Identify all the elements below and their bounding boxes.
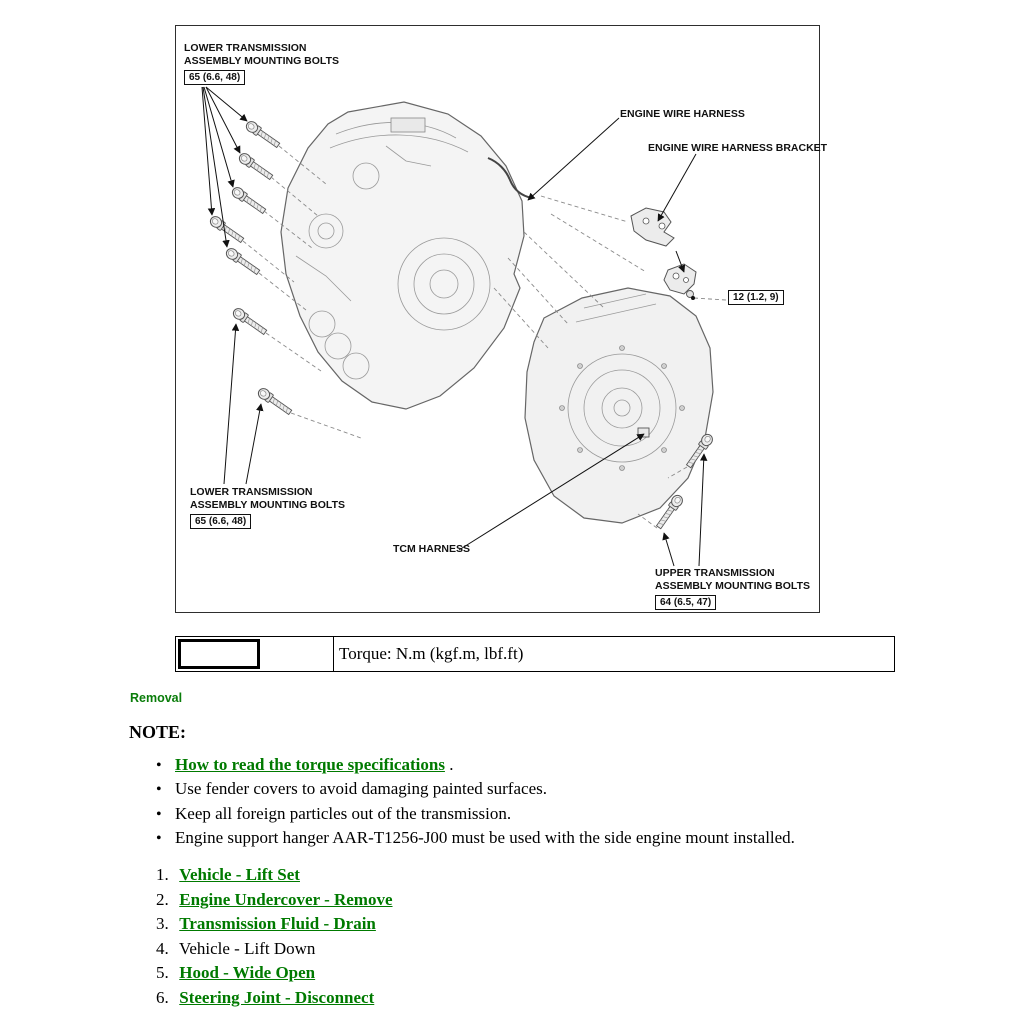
list-item bbox=[156, 779, 795, 803]
callout-lower-bolts-top bbox=[184, 42, 339, 67]
link-steering-joint-disconnect[interactable]: Steering Joint - Disconnect bbox=[179, 987, 375, 1007]
torque-value-box: 64 (6.5, 47) bbox=[655, 595, 716, 610]
step-vehicle-lift-down: Vehicle - Lift Down bbox=[178, 938, 316, 958]
procedure-step-list bbox=[156, 865, 393, 1013]
callout-upper-bolts bbox=[655, 567, 810, 592]
link-engine-undercover-remove[interactable]: Engine Undercover - Remove bbox=[179, 889, 393, 909]
callout-line: LOWER TRANSMISSION bbox=[184, 42, 307, 54]
section-heading-removal: Removal bbox=[130, 691, 183, 705]
torque-legend-text-cell bbox=[334, 637, 894, 671]
callout-line: ASSEMBLY MOUNTING BOLTS bbox=[655, 579, 810, 592]
procedure-step bbox=[156, 963, 393, 988]
step-number: 1. bbox=[156, 865, 169, 884]
bullet-icon: • bbox=[156, 757, 162, 774]
link-hood-wide-open[interactable]: Hood - Wide Open bbox=[179, 963, 316, 983]
list-item bbox=[156, 755, 795, 779]
step-number: 5. bbox=[156, 963, 169, 983]
note-text: Keep all foreign particles out of the transmission. bbox=[175, 803, 512, 823]
procedure-step bbox=[156, 988, 393, 1013]
note-bullet-list bbox=[156, 755, 795, 853]
bullet-icon: • bbox=[156, 830, 162, 848]
procedure-step bbox=[156, 865, 393, 890]
callout-line: ASSEMBLY MOUNTING BOLTS bbox=[190, 498, 345, 511]
note-text: . bbox=[444, 755, 454, 774]
note-text: Engine support hanger AAR-T1256-J00 must be used with the side engine mount installed. bbox=[175, 828, 795, 848]
callout-engine-wire-harness-bracket: ENGINE WIRE HARNESS BRACKET bbox=[648, 142, 828, 154]
callout-tcm-harness: TCM HARNESS bbox=[393, 543, 471, 555]
callout-line: ASSEMBLY MOUNTING BOLTS bbox=[184, 54, 339, 67]
diagram-panel bbox=[175, 25, 828, 613]
torque-legend-table bbox=[175, 636, 895, 672]
bullet-icon: • bbox=[156, 805, 162, 823]
note-text: Use fender covers to avoid damaging painted surfaces. bbox=[175, 779, 547, 799]
callout-engine-wire-harness: ENGINE WIRE HARNESS bbox=[620, 108, 745, 120]
torque-value-box: 65 (6.6, 48) bbox=[184, 70, 245, 85]
callout-line: LOWER TRANSMISSION bbox=[190, 486, 313, 498]
link-vehicle-lift-set[interactable]: Vehicle - Lift Set bbox=[179, 865, 300, 884]
torque-legend-symbol-cell bbox=[176, 637, 334, 671]
step-number: 4. bbox=[156, 938, 169, 958]
procedure-step bbox=[156, 890, 393, 915]
procedure-step bbox=[156, 939, 393, 964]
torque-value-box: 65 (6.6, 48) bbox=[190, 514, 251, 529]
step-number: 3. bbox=[156, 914, 169, 934]
torque-value-box: 12 (1.2, 9) bbox=[728, 290, 784, 305]
list-item bbox=[156, 828, 795, 852]
link-transmission-fluid-drain[interactable]: Transmission Fluid - Drain bbox=[179, 914, 376, 934]
bullet-icon: • bbox=[156, 781, 162, 799]
link-torque-specifications[interactable]: How to read the torque specifications bbox=[175, 755, 445, 774]
step-number: 6. bbox=[156, 987, 169, 1007]
note-label: NOTE: bbox=[129, 722, 187, 742]
callout-lower-bolts-bottom bbox=[190, 486, 345, 511]
procedure-step bbox=[156, 914, 393, 939]
list-item bbox=[156, 804, 795, 828]
torque-box-symbol bbox=[178, 639, 260, 669]
torque-legend-text: Torque: N.m (kgf.m, lbf.ft) bbox=[339, 644, 524, 663]
step-number: 2. bbox=[156, 889, 169, 909]
callout-line: UPPER TRANSMISSION bbox=[655, 567, 775, 579]
